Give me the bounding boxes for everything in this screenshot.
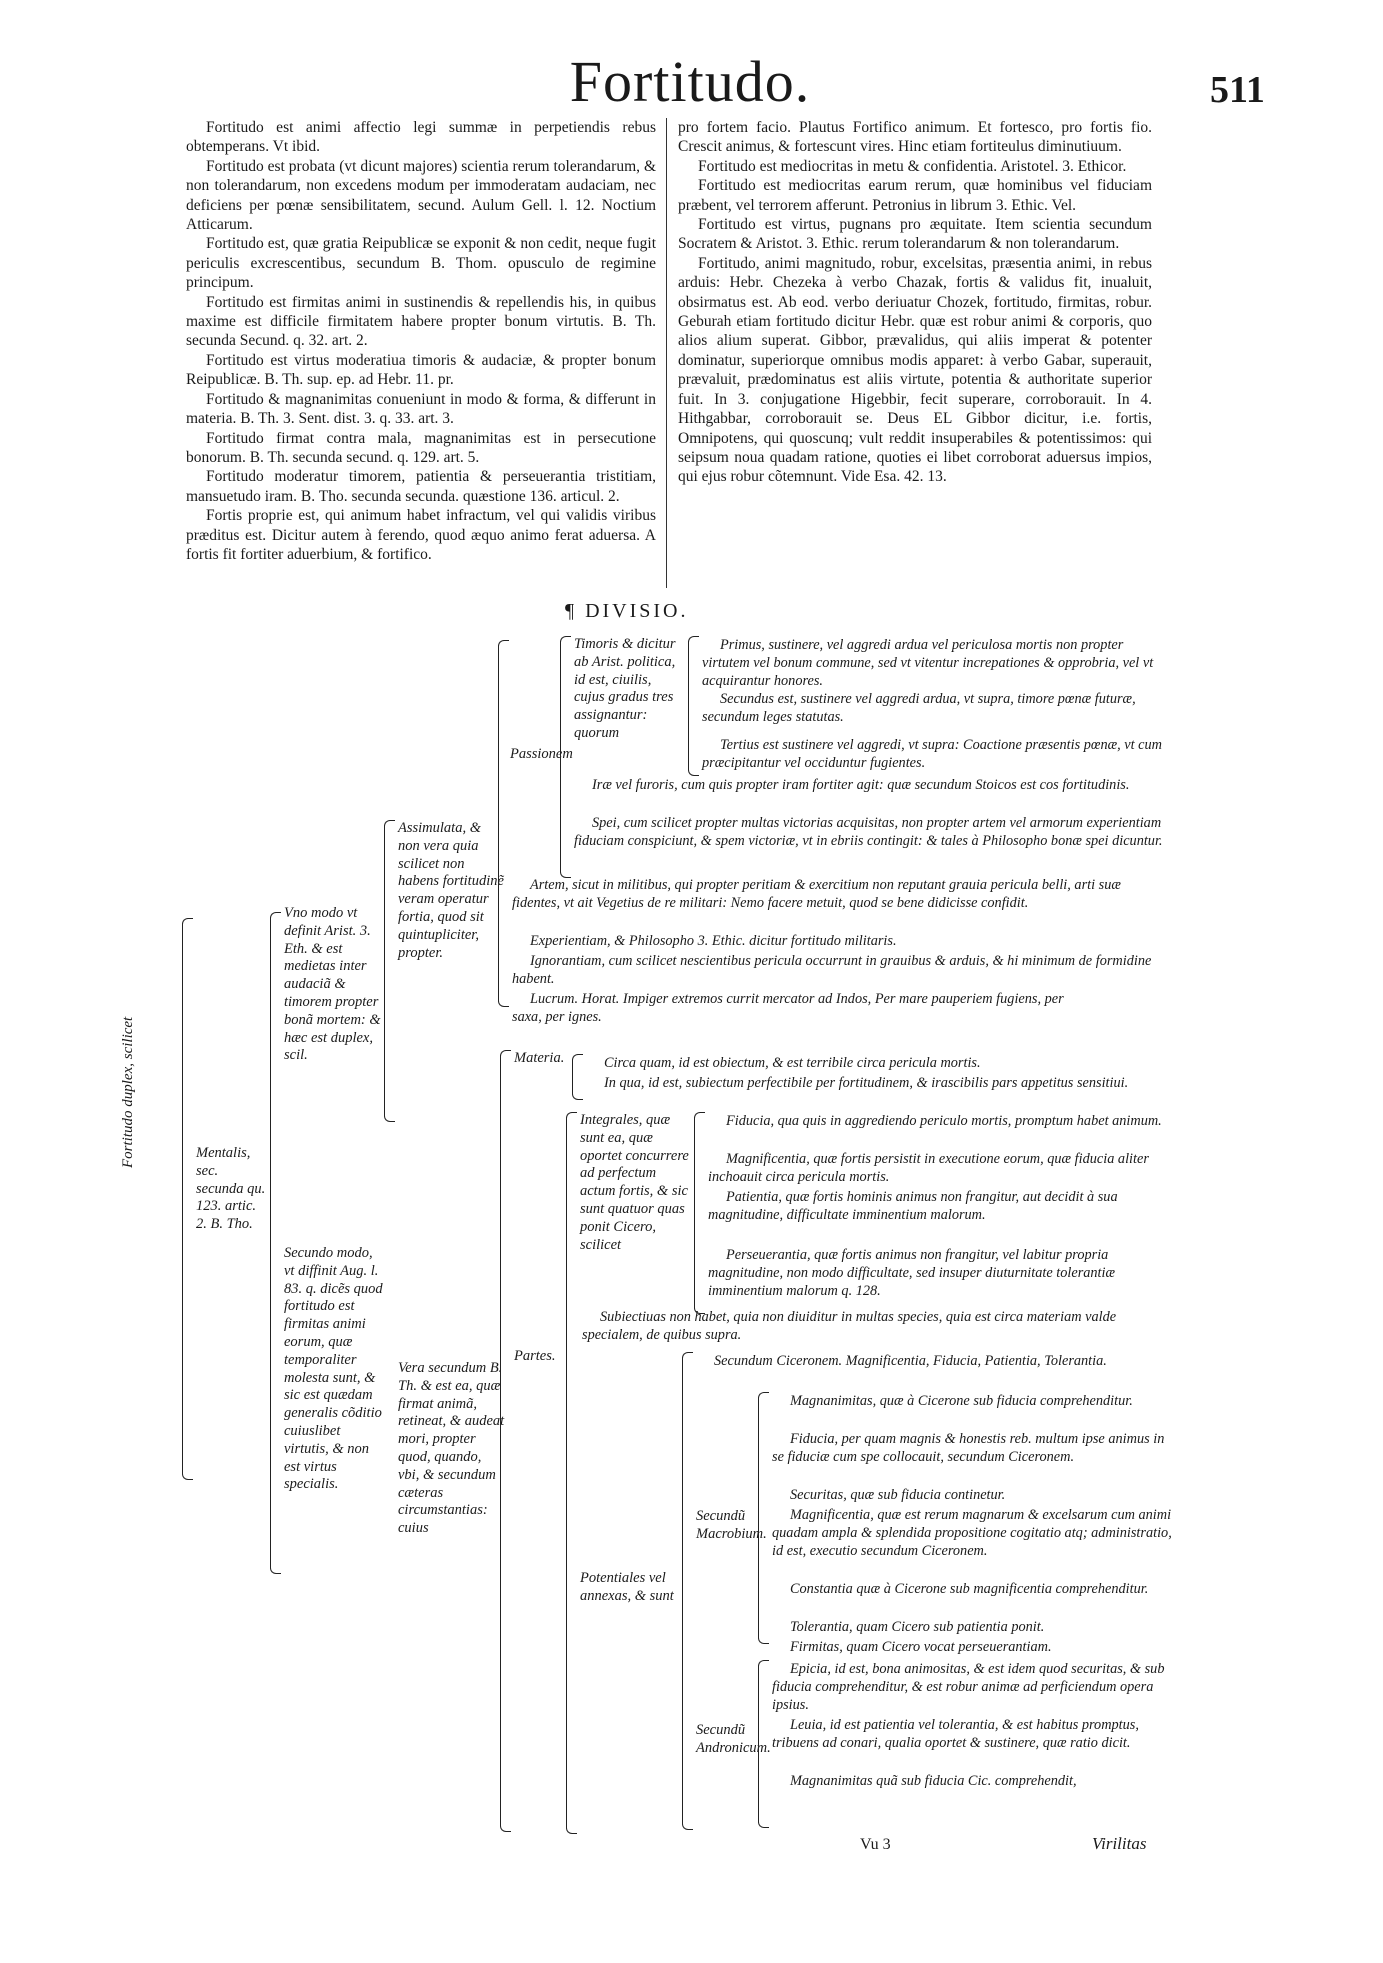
page-number: 511 (1210, 69, 1265, 111)
integrales-bracket (694, 1112, 705, 1314)
passionem-bracket (560, 636, 571, 878)
andronicum-bracket (758, 1660, 769, 1828)
assimulata-bracket (498, 640, 509, 1007)
timor-item: Secundus est, sustinere vel aggredi ardua, vt supra, timore pœnæ futuræ, secundum leges statutas. (702, 691, 1136, 725)
integrales-item: Perseuerantia, quæ fortis animus non frangitur, vel labitur propria magnitudine, non modo difficultate, sed insuper diuturnitate tolerantiæ imminentium malorum q. 128. (708, 1247, 1116, 1299)
definition-paragraph: Fortitudo est virtus, pugnans pro æquitate. Item scientia secundum Socratem & Aristot. 3. Ethic. rerum tolerandarum & non tolerandarum. (678, 216, 1152, 253)
timor-item: Primus, sustinere, vel aggredi ardua vel periculosa mortis non propter virtutem vel bonum commune, sed vt vitentur increpationes & opprobria, vel vt acquirantur honores. (702, 637, 1154, 689)
uno-modo-bracket (384, 820, 395, 1122)
right-column (678, 118, 1152, 487)
definition-paragraph: Fortitudo est mediocritas earum rerum, quæ hominibus vel fiduciam præbent, vel terrorem afferunt. Petronius in librum 3. Ethic. Vel. (678, 177, 1152, 214)
subiectiuas-text: Subiectiuas non habet, quia non diuiditur in multas species, quia est circa materiam valde specialem, de quibus supra. (582, 1309, 1117, 1343)
integrales-item: Fiducia, qua quis in aggrediendo periculo mortis, promptum habet animum. (726, 1113, 1162, 1129)
definition-paragraph: Fortitudo est, quæ gratia Reipublicæ se exponit & non cedit, neque fugit periculis excrescentibus, secundum B. Thom. opusculo de regimine principum. (186, 235, 656, 292)
assimulata-item: Lucrum. Horat. Impiger extremos currit mercator ad Indos, Per mare pauperiem fugiens, per saxa, per ignes. (512, 991, 1064, 1025)
definition-paragraph: pro fortem facio. Plautus Fortifico animum. Et fortesco, pro fortis fio. Crescit animus, & fortescunt vires. Hinc etiam fortiteulus diminutiuum. (678, 119, 1152, 156)
passion-item: Spei, cum scilicet propter multas victorias acquisitas, non propter artem vel armorum experientiam fiduciam conspiciunt, & spem victoriæ, vt in ebriis contingit: & tales à Philosopho bonæ spei dicuntur. (574, 815, 1163, 849)
definition-paragraph: Fortis proprie est, qui animum habet infractum, vel qui validis viribus præditus est. Dicitur autem à ferendo, quod æquo animo ferat aduersa. A fortis fit fortiter aduerbium, & fortifico. (186, 507, 656, 563)
andronicum-item: Epicia, id est, bona animositas, & est idem quod securitas, & sub fiducia comprehenditur, & est robur animæ ad perficiendum opera ipsius. (772, 1661, 1165, 1713)
assimulata-item: Artem, sicut in militibus, qui propter peritiam & exercitium non reputant grauia pericula belli, arti suæ fidentes, vt ait Vegetius de re militari: Nemo facere metuit, quod se bene didicisse confidit. (512, 877, 1121, 911)
potentiales-bracket (682, 1352, 693, 1830)
definition-paragraph: Fortitudo est firmitas animi in sustinendis & repellendis his, in quibus maxime est difficile firmitatem habere propter bonum virtutis. B. Th. secunda Secund. q. 32. art. 2. (186, 293, 656, 350)
passionem-label: Passionem (510, 746, 573, 762)
uno-modo-label: Vno modo vt definit Arist. 3. Eth. & est medietas inter audaciã & timorem propter bonã mortem: & hæc est duplex, scil. (284, 905, 381, 1064)
materia-item: Circa quam, id est obiectum, & est terribile circa pericula mortis. (604, 1055, 981, 1071)
integrales-item: Magnificentia, quæ fortis persistit in executione eorum, quæ fiducia aliter inchoauit circa pericula mortis. (708, 1151, 1149, 1185)
macrobium-item: Securitas, quæ sub fiducia continetur. (790, 1487, 1006, 1503)
page-title: Fortitudo. (569, 49, 811, 114)
cicero-line: Secundum Ciceronem. Magnificentia, Fiducia, Patientia, Tolerantia. (714, 1353, 1107, 1369)
definition-paragraph: Fortitudo est probata (vt dicunt majores) scientia rerum tolerandarum, & non tolerandarum, non excedens modum per immoderatam audaciam, nec deficiens per pœnæ sensibilitatem, secund. Aulum Gell. l. 12. Noctium Atticarum. (186, 157, 656, 234)
vera-label: Vera secundum B. Th. & est ea, quæ firmat animã, retineat, & audeat mori, propter quod, quando, vbi, & secundum cæteras circumstantias: cuius (398, 1360, 505, 1537)
partes-label: Partes. (514, 1348, 556, 1364)
andronicum-label: Secundũ Andronicum. (696, 1722, 771, 1756)
definition-paragraph: Fortitudo moderatur timorem, patientia & perseuerantia tristitiam, mansuetudo iram. B. Tho. secunda secunda. quæstione 136. articul. 2. (186, 468, 656, 505)
assimulata-item: Ignorantiam, cum scilicet nescientibus pericula occurrunt in grauibus & arduis, & hi minimum de formidine habent. (512, 953, 1152, 987)
mentalis-bracket (270, 912, 281, 1574)
materia-bracket (572, 1054, 583, 1100)
definition-paragraph: Fortitudo, animi magnitudo, robur, excelsitas, præsentia animi, in rebus arduis: Hebr. Chezeka à verbo Chazak, fortis & validus fit, inualuit, obsirmatus est. Ab eod. verbo deriuatur Chozek, fortitudo, firmitas, robur. Geburah etiam fortitudo dicitur Hebr. quæ est robur animi & corporis, quo alios alium superat. Gibbor, prævalidus, qui aliis imperat & potenter dominatur, superiorque omnibus modis apparet: à verbo Gabar, superauit, prævaluit, prædominatus est aliis virtute, potentia & authoritate superior fuit. In 3. conjugatione Higebbir, fecit superare, corroborauit. In 4. Hithgabbar, corroborauit se. Deus EL Gibbor dicitur, i.e. fortis, Omnipotens, qui quoscunq; vult reddit insuperabiles & potentissimos: qui seipsum noua quadam ratione, quoties ei libet corroborat aduersus impios, qui ejus robur cõtemnunt. Vide Esa. 42. 13. (678, 254, 1152, 486)
column-divider (666, 118, 667, 588)
andronicum-item: Magnanimitas quã sub fiducia Cic. comprehendit, (790, 1773, 1077, 1789)
definition-paragraph: Fortitudo est mediocritas in metu & confidentia. Aristotel. 3. Ethicor. (698, 157, 1127, 175)
materia-label: Materia. (514, 1050, 565, 1066)
integrales-label: Integrales, quæ sunt ea, quæ oportet concurrere ad perfectum actum fortis, & sic sunt quatuor quas ponit Cicero, scilicet (580, 1112, 689, 1253)
assimulata-label: Assimulata, & non vera quia scilicet non habens fortitudinẽ veram operatur fortia, quod sit quintupliciter, propter. (398, 820, 504, 961)
assimulata-item: Experientiam, & Philosopho 3. Ethic. dicitur fortitudo militaris. (530, 933, 897, 949)
definition-paragraph: Fortitudo est animi affectio legi summæ in perpetiendis rebus obtemperans. Vt ibid. (186, 119, 656, 156)
macrobium-label: Secundũ Macrobium. (696, 1508, 767, 1542)
timoris-bracket (688, 636, 699, 776)
macrobium-bracket (758, 1392, 769, 1644)
macrobium-item: Tolerantia, quam Cicero sub patientia ponit. (790, 1619, 1045, 1635)
timoris-label: Timoris & dicitur ab Arist. politica, id est, ciuilis, cujus gradus tres assignantur: quorum (574, 636, 676, 741)
potentiales-label: Potentiales vel annexas, & sunt (580, 1570, 674, 1604)
passion-item: Iræ vel furoris, cum quis propter iram fortiter agit: quæ secundum Stoicos est cos fortitudinis. (592, 777, 1130, 793)
divisio-heading: ¶ DIVISIO. (565, 600, 689, 622)
definition-paragraph: Fortitudo & magnanimitas conueniunt in modo & forma, & differunt in materia. B. Th. 3. Sent. dist. 3. q. 33. art. 3. (186, 390, 656, 428)
root-bracket (182, 918, 193, 1480)
macrobium-item: Magnificentia, quæ est rerum magnarum & excelsarum cum animi quadam ampla & splendida propositione cogitatio atq; administratio, id est, executio secundum Ciceronem. (772, 1507, 1172, 1559)
mentalis-label: Mentalis, sec. secunda qu. 123. artic. 2. B. Tho. (196, 1145, 266, 1233)
signature-mark: Vu 3 (860, 1836, 891, 1853)
definition-paragraph: Fortitudo est virtus moderatiua timoris & audaciæ, & propter bonum Reipublicæ. B. Th. sup. ep. ad Hebr. 11. pr. (186, 351, 656, 389)
andronicum-item: Leuia, id est patientia vel tolerantia, & est habitus promptus, tribuens ad conari, qualia oportet & sustinere, quæ ratio dicit. (772, 1717, 1139, 1751)
tree-root-label: Fortitudo duplex, scilicet (120, 1016, 136, 1168)
materia-item: In qua, id est, subiectum perfectibile per fortitudinem, & irascibilis pars appetitus sensitiui. (604, 1075, 1129, 1091)
catchword: Virilitas (1092, 1834, 1147, 1853)
definition-paragraph: Fortitudo firmat contra mala, magnanimitas est in persecutione bonorum. B. Th. secunda secund. q. 129. art. 5. (186, 429, 656, 466)
macrobium-item: Firmitas, quam Cicero vocat perseuerantiam. (790, 1639, 1052, 1655)
vera-bracket (500, 1050, 511, 1832)
left-column (186, 118, 656, 564)
macrobium-item: Fiducia, per quam magnis & honestis reb. multum ipse animus in se fiduciæ cum spe collocauit, secundum Ciceronem. (772, 1431, 1165, 1465)
secundo-modo-label: Secundo modo, vt diffinit Aug. l. 83. q. dicẽs quod fortitudo est firmitas animi eorum, quæ temporaliter molesta sunt, & sic est quædam generalis cõditio cuiuslibet virtutis, & non est virtus specialis. (284, 1245, 383, 1493)
macrobium-item: Magnanimitas, quæ à Cicerone sub fiducia comprehenditur. (790, 1393, 1133, 1409)
integrales-item: Patientia, quæ fortis hominis animus non frangitur, aut decidit à sua magnitudine, difficultate imminentium malorum. (708, 1189, 1118, 1223)
macrobium-item: Constantia quæ à Cicerone sub magnificentia comprehenditur. (790, 1581, 1149, 1597)
partes-bracket (566, 1112, 577, 1834)
timor-item: Tertius est sustinere vel aggredi, vt supra: Coactione præsentis pœnæ, vt cum præcipitantur vel occiduntur fugientes. (702, 737, 1162, 771)
